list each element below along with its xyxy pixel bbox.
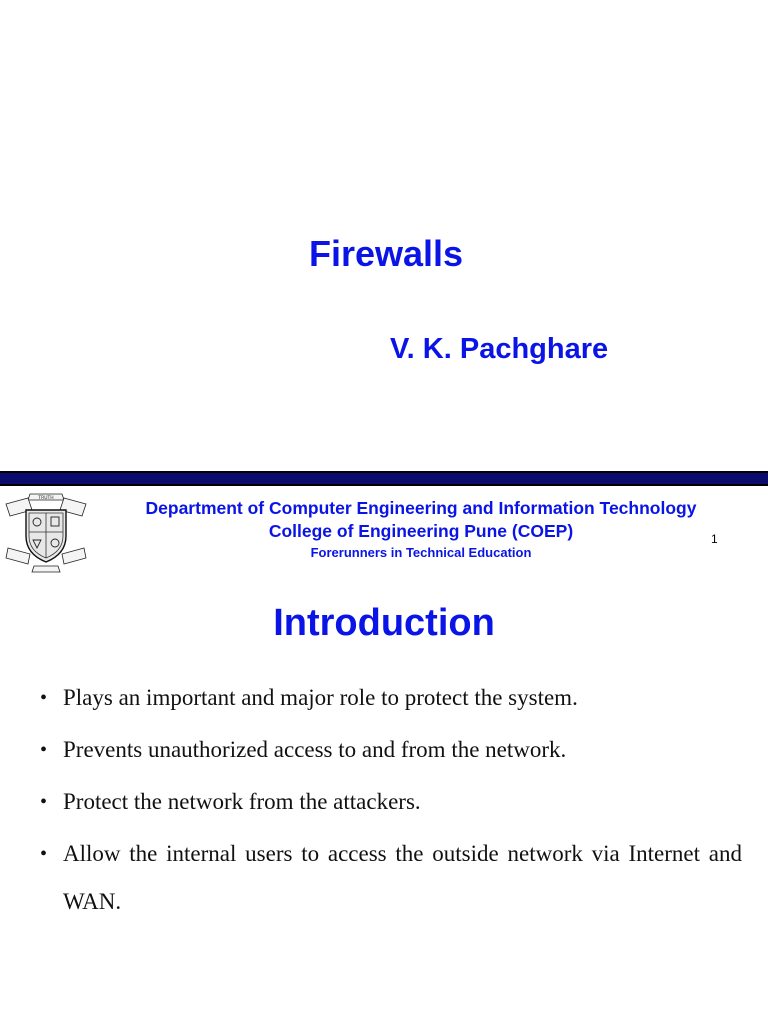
bullet-icon: • — [40, 739, 48, 761]
bullet-icon: • — [40, 687, 48, 709]
coep-crest-logo — [0, 488, 92, 578]
department-name: Department of Computer Engineering and Information Technology — [145, 498, 697, 518]
page-number: 1 — [711, 532, 718, 546]
bullet-text: Allow the internal users to access the outside network via Internet and WAN. — [63, 841, 742, 914]
author-name: V. K. Pachghare — [390, 333, 609, 365]
slide-title: Introduction — [273, 602, 495, 644]
bullet-text: Plays an important and major role to protect the system. — [63, 685, 578, 710]
footer-divider-bar — [0, 471, 768, 486]
list-item — [40, 778, 742, 826]
bullet-list — [40, 674, 742, 930]
slide-title: Firewalls — [308, 233, 464, 274]
bullet-text: Protect the network from the attackers. — [63, 789, 421, 814]
list-item — [40, 674, 742, 722]
bullet-text: Prevents unauthorized access to and from the network. — [63, 737, 567, 762]
introduction-slide — [0, 590, 768, 1024]
bullet-icon: • — [40, 843, 48, 865]
college-tagline: Forerunners in Technical Education — [310, 545, 532, 560]
bullet-icon: • — [40, 791, 48, 813]
list-item — [40, 726, 742, 774]
college-name: College of Engineering Pune (COEP) — [268, 521, 574, 541]
logo-text-top: TRUTH — [38, 496, 54, 501]
list-item — [40, 830, 742, 926]
